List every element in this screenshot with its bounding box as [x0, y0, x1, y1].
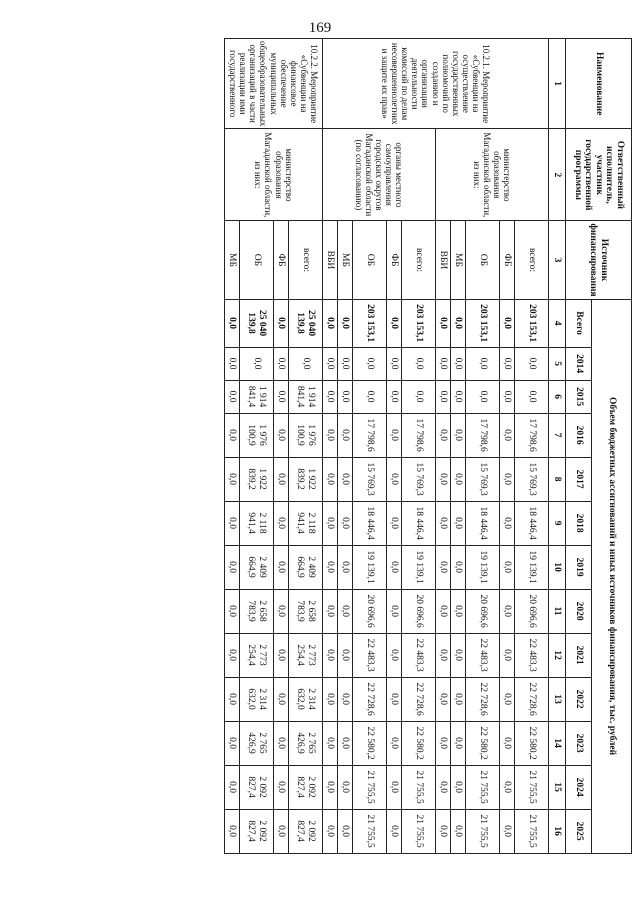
- year-value: 21 755,5: [353, 765, 387, 809]
- total-value: 0,0: [274, 299, 289, 347]
- funding-source: ФБ: [387, 221, 402, 299]
- header-year: 2015: [566, 380, 592, 413]
- year-value: 0,0: [274, 413, 289, 457]
- year-value: 22 483,3: [515, 633, 549, 677]
- year-value: 0,0: [338, 545, 353, 589]
- header-year: 2016: [566, 413, 592, 457]
- year-value: 0,0: [274, 501, 289, 545]
- executor-name: органы местного самоуправления городских округов Магаданской области (по согласованию): [323, 129, 436, 221]
- year-value: 0,0: [353, 380, 387, 413]
- year-value: 2 314 632,0: [289, 677, 323, 721]
- funding-source: МБ: [225, 221, 240, 299]
- header-year: 2020: [566, 589, 592, 633]
- total-value: 203 153,1: [466, 299, 500, 347]
- year-value: 0,0: [436, 380, 451, 413]
- year-value: 2 118 941,4: [240, 501, 274, 545]
- header-year: 2025: [566, 809, 592, 853]
- year-value: 0,0: [387, 501, 402, 545]
- year-value: 0,0: [338, 380, 353, 413]
- year-value: 21 755,5: [402, 765, 436, 809]
- year-value: 0,0: [274, 347, 289, 380]
- total-value: 203 153,1: [353, 299, 387, 347]
- total-value: 203 153,1: [402, 299, 436, 347]
- year-value: 0,0: [436, 347, 451, 380]
- year-value: 17 798,6: [402, 413, 436, 457]
- year-value: 0,0: [323, 589, 338, 633]
- year-value: 0,0: [323, 347, 338, 380]
- year-value: 0,0: [436, 721, 451, 765]
- year-value: 0,0: [274, 589, 289, 633]
- header-year: 2024: [566, 765, 592, 809]
- year-value: 17 798,6: [466, 413, 500, 457]
- year-value: 19 139,1: [402, 545, 436, 589]
- year-value: 0,0: [387, 347, 402, 380]
- year-value: 0,0: [338, 633, 353, 677]
- year-value: 0,0: [274, 765, 289, 809]
- year-value: 0,0: [436, 589, 451, 633]
- year-value: 0,0: [515, 380, 549, 413]
- year-value: 21 755,5: [515, 765, 549, 809]
- total-value: 203 153,1: [515, 299, 549, 347]
- year-value: 0,0: [338, 677, 353, 721]
- year-value: 20 696,6: [515, 589, 549, 633]
- column-number: 11: [549, 589, 566, 633]
- year-value: 2 409 664,9: [289, 545, 323, 589]
- column-number: 8: [549, 457, 566, 501]
- header-total: Всего: [566, 299, 592, 347]
- column-number: 1: [549, 39, 566, 129]
- year-value: 0,0: [500, 589, 515, 633]
- funding-source: ФБ: [274, 221, 289, 299]
- year-value: 0,0: [500, 413, 515, 457]
- year-value: 22 483,3: [402, 633, 436, 677]
- year-value: 0,0: [500, 809, 515, 853]
- year-value: 0,0: [451, 765, 466, 809]
- year-value: 0,0: [451, 633, 466, 677]
- year-value: 0,0: [451, 413, 466, 457]
- year-value: 0,0: [274, 633, 289, 677]
- year-value: 0,0: [451, 721, 466, 765]
- year-value: 22 728,6: [515, 677, 549, 721]
- funding-source: всего:: [402, 221, 436, 299]
- year-value: 19 139,1: [515, 545, 549, 589]
- year-value: 20 696,6: [402, 589, 436, 633]
- year-value: 0,0: [338, 765, 353, 809]
- year-value: 0,0: [338, 347, 353, 380]
- year-value: 0,0: [500, 380, 515, 413]
- year-value: 1 914 841,4: [289, 380, 323, 413]
- year-value: 0,0: [387, 765, 402, 809]
- year-value: 2 773 254,4: [240, 633, 274, 677]
- table-body: [225, 39, 549, 854]
- year-value: 0,0: [402, 380, 436, 413]
- year-value: 19 139,1: [353, 545, 387, 589]
- year-value: 21 755,5: [402, 809, 436, 853]
- rotated-table-container: [32, 38, 632, 898]
- executor-name: министерство образования Магаданской области, из них:: [436, 129, 549, 221]
- year-value: 0,0: [387, 809, 402, 853]
- measure-name: 10.2.1. Мероприятие «Субвенции на осуществление государственных полномочий по созданию и организации деятельности комиссий по делам несовершеннолетних и защите их прав»: [323, 39, 549, 129]
- year-value: 0,0: [500, 545, 515, 589]
- header-year: 2022: [566, 677, 592, 721]
- year-value: 0,0: [225, 347, 240, 380]
- column-number: 14: [549, 721, 566, 765]
- year-value: 0,0: [402, 347, 436, 380]
- year-value: 0,0: [323, 457, 338, 501]
- year-value: 0,0: [274, 721, 289, 765]
- column-number: 16: [549, 809, 566, 853]
- year-value: 0,0: [436, 809, 451, 853]
- year-value: 0,0: [436, 545, 451, 589]
- column-number: 5: [549, 347, 566, 380]
- year-value: 20 696,6: [353, 589, 387, 633]
- header-executor: Ответственный исполнитель, участник государственной программы: [566, 129, 632, 221]
- table-row: [289, 39, 323, 854]
- total-value: 25 040 139,8: [289, 299, 323, 347]
- year-value: 0,0: [225, 677, 240, 721]
- year-value: 0,0: [387, 633, 402, 677]
- header-year: 2018: [566, 501, 592, 545]
- year-value: 0,0: [500, 677, 515, 721]
- header-year: 2021: [566, 633, 592, 677]
- year-value: 0,0: [225, 413, 240, 457]
- year-value: 18 446,4: [515, 501, 549, 545]
- total-value: 0,0: [436, 299, 451, 347]
- year-value: 2 118 941,4: [289, 501, 323, 545]
- column-number: 9: [549, 501, 566, 545]
- year-value: 22 580,2: [515, 721, 549, 765]
- funding-source: ОБ: [240, 221, 274, 299]
- year-value: 0,0: [387, 677, 402, 721]
- column-number-row: [549, 39, 566, 854]
- column-number: 10: [549, 545, 566, 589]
- year-value: 0,0: [225, 380, 240, 413]
- year-value: 0,0: [451, 457, 466, 501]
- year-value: 0,0: [515, 347, 549, 380]
- year-value: 0,0: [323, 413, 338, 457]
- year-value: 0,0: [338, 589, 353, 633]
- year-value: 0,0: [451, 347, 466, 380]
- year-value: 15 769,3: [515, 457, 549, 501]
- column-number: 7: [549, 413, 566, 457]
- year-value: 0,0: [387, 413, 402, 457]
- total-value: 0,0: [387, 299, 402, 347]
- funding-source: МБ: [338, 221, 353, 299]
- year-value: 0,0: [387, 589, 402, 633]
- funding-source: ВБИ: [323, 221, 338, 299]
- year-value: 0,0: [274, 457, 289, 501]
- year-value: 0,0: [387, 721, 402, 765]
- year-value: 0,0: [338, 809, 353, 853]
- year-value: 0,0: [225, 765, 240, 809]
- year-value: 0,0: [451, 589, 466, 633]
- year-value: 0,0: [466, 380, 500, 413]
- funding-source: ФБ: [500, 221, 515, 299]
- year-value: 17 798,6: [353, 413, 387, 457]
- column-number: 3: [549, 221, 566, 299]
- year-value: 0,0: [451, 501, 466, 545]
- year-value: 0,0: [436, 677, 451, 721]
- funding-source: всего:: [515, 221, 549, 299]
- year-value: 0,0: [323, 721, 338, 765]
- year-value: 2 773 254,4: [289, 633, 323, 677]
- year-value: 0,0: [323, 809, 338, 853]
- year-value: 0,0: [323, 545, 338, 589]
- year-value: 0,0: [323, 380, 338, 413]
- total-value: 0,0: [225, 299, 240, 347]
- year-value: 0,0: [353, 347, 387, 380]
- year-value: 0,0: [387, 545, 402, 589]
- year-value: 0,0: [225, 589, 240, 633]
- measure-name: 10.2.2. Мероприятие «Субвенции на финансовое обеспечение муниципальных общеобразовательных организаций в части реализации ими государственного: [225, 39, 323, 129]
- year-value: 0,0: [225, 545, 240, 589]
- header-volume-title: Объем бюджетных ассигнований и иных источников финансирования, тыс. рублей: [592, 299, 632, 853]
- year-value: 0,0: [466, 347, 500, 380]
- year-value: 0,0: [500, 721, 515, 765]
- year-value: 20 696,6: [466, 589, 500, 633]
- column-number: 15: [549, 765, 566, 809]
- total-value: 0,0: [338, 299, 353, 347]
- year-value: 0,0: [387, 380, 402, 413]
- year-value: 22 728,6: [353, 677, 387, 721]
- year-value: 17 798,6: [515, 413, 549, 457]
- year-value: 0,0: [436, 765, 451, 809]
- year-value: 1 976 100,9: [240, 413, 274, 457]
- year-value: 15 769,3: [353, 457, 387, 501]
- year-value: 21 755,5: [515, 809, 549, 853]
- year-value: 22 728,6: [466, 677, 500, 721]
- year-value: 22 580,2: [402, 721, 436, 765]
- year-value: 15 769,3: [402, 457, 436, 501]
- year-value: 22 483,3: [353, 633, 387, 677]
- year-value: 0,0: [323, 677, 338, 721]
- year-value: 1 976 100,9: [289, 413, 323, 457]
- total-value: 0,0: [451, 299, 466, 347]
- year-value: 21 755,5: [466, 765, 500, 809]
- year-value: 0,0: [451, 677, 466, 721]
- year-value: 2 092 827,4: [240, 809, 274, 853]
- year-value: 0,0: [338, 457, 353, 501]
- year-value: 19 139,1: [466, 545, 500, 589]
- header-year: 2017: [566, 457, 592, 501]
- year-value: 0,0: [451, 545, 466, 589]
- year-value: 0,0: [387, 457, 402, 501]
- year-value: 2 314 632,0: [240, 677, 274, 721]
- table-row: [402, 39, 436, 854]
- year-value: 0,0: [338, 501, 353, 545]
- year-value: 15 769,3: [466, 457, 500, 501]
- year-value: 0,0: [225, 457, 240, 501]
- funding-source: ОБ: [353, 221, 387, 299]
- column-number: 6: [549, 380, 566, 413]
- funding-source: ВБИ: [436, 221, 451, 299]
- total-value: 0,0: [323, 299, 338, 347]
- header-source: Источник финансирования: [566, 221, 632, 299]
- year-value: 0,0: [436, 501, 451, 545]
- year-value: 22 728,6: [402, 677, 436, 721]
- year-value: 0,0: [240, 347, 274, 380]
- year-value: 18 446,4: [466, 501, 500, 545]
- header-year: 2014: [566, 347, 592, 380]
- year-value: 1 922 839,2: [240, 457, 274, 501]
- year-value: 0,0: [323, 633, 338, 677]
- year-value: 0,0: [274, 809, 289, 853]
- year-value: 2 092 827,4: [289, 765, 323, 809]
- funding-source: ОБ: [466, 221, 500, 299]
- total-value: 0,0: [500, 299, 515, 347]
- year-value: 0,0: [338, 413, 353, 457]
- header-name: Наименование: [566, 39, 632, 129]
- year-value: 2 092 827,4: [240, 765, 274, 809]
- year-value: 0,0: [500, 347, 515, 380]
- year-value: 0,0: [225, 721, 240, 765]
- page-number: 169: [308, 20, 332, 36]
- year-value: 2 658 783,9: [289, 589, 323, 633]
- year-value: 0,0: [500, 765, 515, 809]
- year-value: 22 580,2: [353, 721, 387, 765]
- year-value: 2 092 827,4: [289, 809, 323, 853]
- year-value: 0,0: [225, 501, 240, 545]
- column-number: 4: [549, 299, 566, 347]
- year-value: 0,0: [500, 501, 515, 545]
- year-value: 18 446,4: [353, 501, 387, 545]
- year-value: 1 914 841,4: [240, 380, 274, 413]
- executor-name: министерство образования Магаданской области, из них:: [225, 129, 323, 221]
- column-number: 2: [549, 129, 566, 221]
- year-value: 0,0: [323, 501, 338, 545]
- funding-source: всего:: [289, 221, 323, 299]
- year-value: 0,0: [436, 413, 451, 457]
- year-value: 0,0: [436, 457, 451, 501]
- year-value: 0,0: [338, 721, 353, 765]
- total-value: 25 040 139,8: [240, 299, 274, 347]
- column-number: 12: [549, 633, 566, 677]
- year-value: 0,0: [225, 633, 240, 677]
- year-value: 2 658 783,9: [240, 589, 274, 633]
- year-value: 0,0: [451, 380, 466, 413]
- year-value: 22 483,3: [466, 633, 500, 677]
- column-number: 13: [549, 677, 566, 721]
- year-value: 0,0: [436, 633, 451, 677]
- year-value: 0,0: [323, 765, 338, 809]
- year-value: 0,0: [274, 677, 289, 721]
- year-value: 2 765 426,9: [289, 721, 323, 765]
- year-value: 21 755,5: [353, 809, 387, 853]
- table-row: [515, 39, 549, 854]
- year-value: 0,0: [289, 347, 323, 380]
- funding-source: МБ: [451, 221, 466, 299]
- year-value: 2 765 426,9: [240, 721, 274, 765]
- year-value: 0,0: [274, 545, 289, 589]
- year-value: 18 446,4: [402, 501, 436, 545]
- year-value: 2 409 664,9: [240, 545, 274, 589]
- year-value: 1 922 839,2: [289, 457, 323, 501]
- year-value: 22 580,2: [466, 721, 500, 765]
- header-year: 2023: [566, 721, 592, 765]
- budget-table: [224, 38, 632, 854]
- year-value: 0,0: [500, 457, 515, 501]
- header-year: 2019: [566, 545, 592, 589]
- year-value: 0,0: [500, 633, 515, 677]
- year-value: 21 755,5: [466, 809, 500, 853]
- year-value: 0,0: [274, 380, 289, 413]
- year-value: 0,0: [225, 809, 240, 853]
- year-value: 0,0: [451, 809, 466, 853]
